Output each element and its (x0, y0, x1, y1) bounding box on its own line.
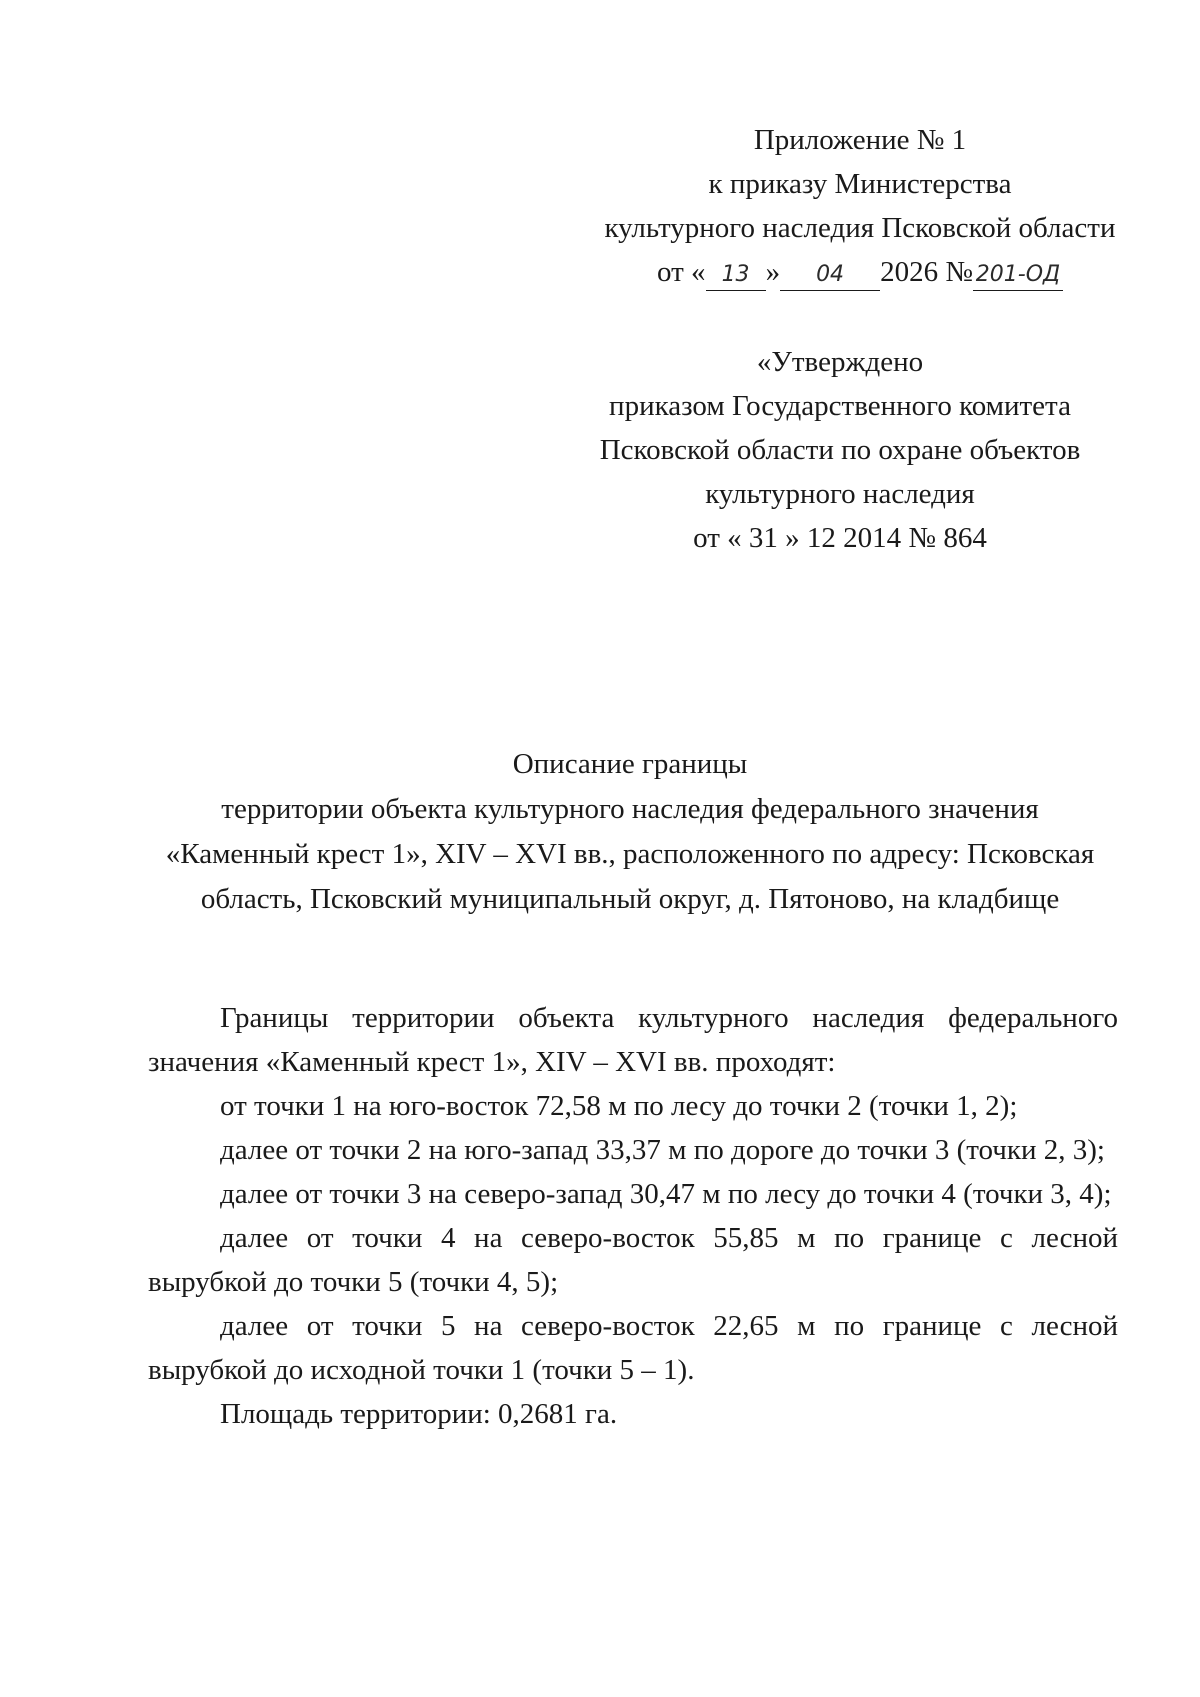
heading-title: Описание границы (512, 748, 748, 780)
handwritten-order-number: 201-ОД (973, 260, 1063, 291)
date-mid: » (765, 256, 781, 288)
heading-line-2: территории объекта культурного наследия федерального значения (221, 793, 1039, 825)
handwritten-month: 04 (780, 260, 880, 291)
boundary-segment-5: далее от точки 5 на северо-восток 22,65 м по границе с лесной вырубкой до исходной точки 1 (точки 5 – 1). (148, 1310, 1118, 1386)
document-body (148, 996, 1118, 1436)
boundary-intro: Границы территории объекта культурного наследия федерального значения «Каменный крест 1», XIV – XVI вв. проходят: (148, 1002, 1118, 1078)
heading-line-3: «Каменный крест 1», XIV – XVI вв., расположенного по адресу: Псковская (165, 838, 1095, 870)
approved-region: Псковской области по охране объектов (599, 434, 1081, 466)
territory-area: Площадь территории: 0,2681 га. (220, 1398, 618, 1430)
appendix-order-ref: к приказу Министерства (708, 168, 1012, 200)
handwritten-day: 13 (706, 260, 766, 291)
appendix-header (580, 118, 1140, 294)
approved-heritage: культурного наследия (705, 478, 975, 510)
date-year: 2026 № (880, 256, 973, 288)
document-heading (140, 742, 1120, 922)
approved-title: «Утверждено (756, 346, 924, 378)
approval-block (560, 340, 1120, 560)
appendix-date-line (580, 250, 1140, 294)
date-prefix: от « (657, 256, 706, 288)
boundary-segment-3: далее от точки 3 на северо-запад 30,47 м по лесу до точки 4 (точки 3, 4); (220, 1178, 1112, 1210)
heading-line-4: область, Псковский муниципальный округ, д. Пятоново, на кладбище (200, 883, 1060, 915)
appendix-title: Приложение № 1 (753, 124, 967, 156)
appendix-ministry: культурного наследия Псковской области (604, 212, 1116, 244)
approved-committee: приказом Государственного комитета (609, 390, 1071, 422)
boundary-segment-2: далее от точки 2 на юго-запад 33,37 м по дороге до точки 3 (точки 2, 3); (220, 1134, 1105, 1166)
boundary-segment-1: от точки 1 на юго-восток 72,58 м по лесу до точки 2 (точки 1, 2); (220, 1090, 1018, 1122)
approved-date: от « 31 » 12 2014 № 864 (693, 522, 987, 554)
boundary-segment-4: далее от точки 4 на северо-восток 55,85 м по границе с лесной вырубкой до точки 5 (точки 4, 5); (148, 1222, 1118, 1298)
